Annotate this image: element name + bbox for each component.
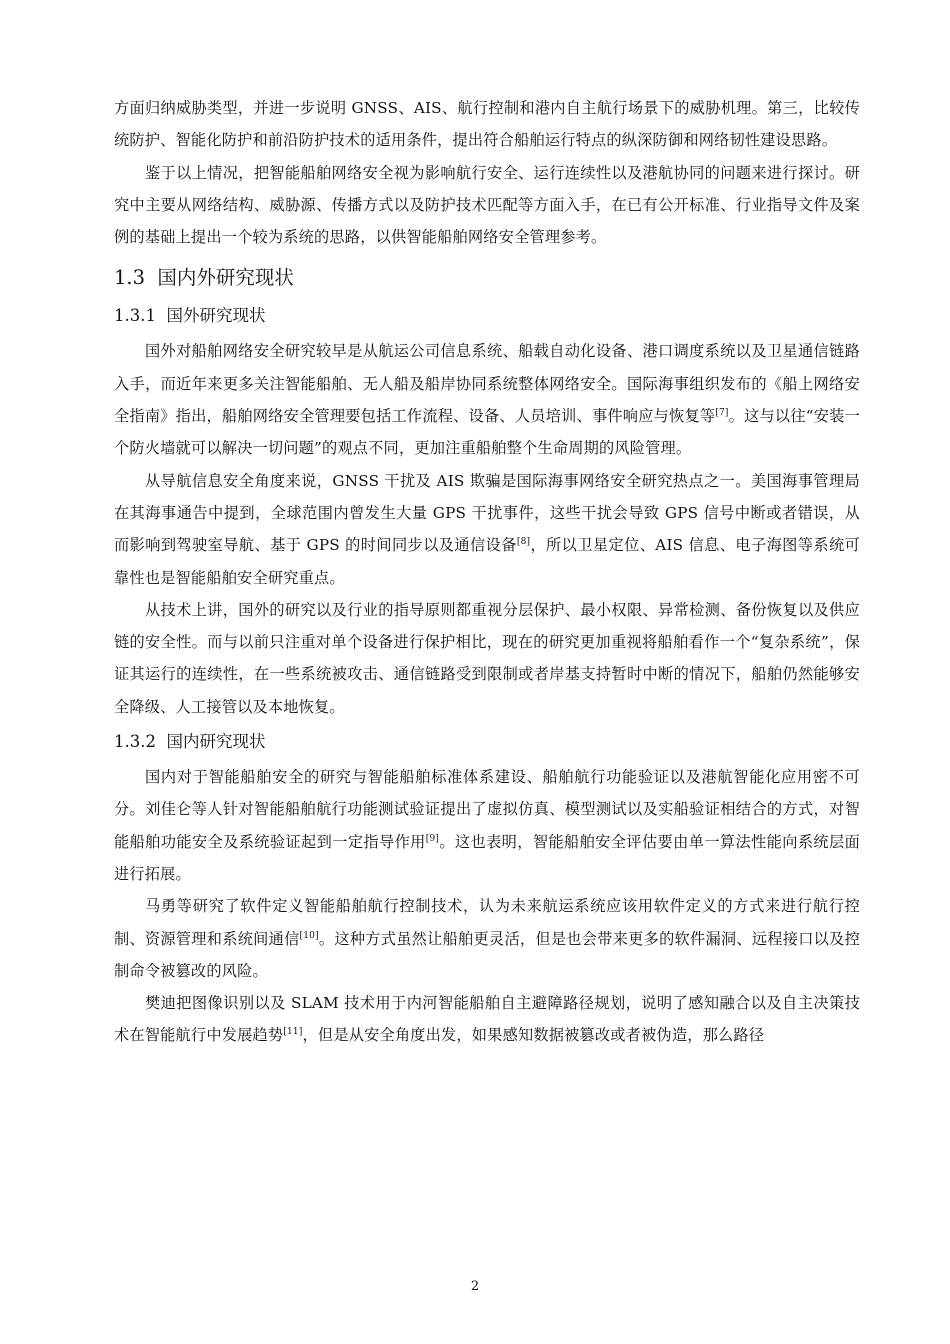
paragraph-foreign-overview xyxy=(114,335,860,464)
text-run: 樊迪把图像识别以及 SLAM 技术用于内河智能船舶自主避障路径规划，说明了感知融合以及自主决策技术在智能航行中发展趋势 xyxy=(114,994,860,1045)
text-run: 。这也表明，智能船舶安全评估要由单一算法性能向系统层面进行拓展。 xyxy=(114,832,861,883)
citation-10: [10] xyxy=(299,930,319,941)
paragraph-research-approach: 鉴于以上情况，把智能船舶网络安全视为影响航行安全、运行连续性以及港航协同的问题来进行探讨。研究中主要从网络结构、威胁源、传播方式以及防护技术匹配等方面入手，在已有公开标准、行业指导文件及案例的基础上提出一个较为系统的思路，以供智能船舶网络安全管理参考。 xyxy=(114,163,860,247)
section-number: 1.3.1 xyxy=(114,306,156,326)
section-title: 国内外研究现状 xyxy=(157,266,294,290)
text-run: 从导航信息安全角度来说，GNSS 干扰及 AIS 欺骗是国际海事网络安全研究热点之一。美国海事管理局在其海事通告中提到，全球范围内曾发生大量 GPS 干扰事件，这些干扰会导致 GPS 信号中断或者错误，从而影响到驾驶室导航、基于 GPS 的时间同步以及通信设备 xyxy=(114,471,860,555)
paragraph-navigation-security xyxy=(114,465,860,594)
section-number: 1.3 xyxy=(114,266,146,290)
page-content xyxy=(114,92,860,1052)
citation-9: [9] xyxy=(425,833,440,844)
section-title: 国外研究现状 xyxy=(166,306,266,326)
section-heading-1-3-2 xyxy=(114,727,860,757)
section-heading-1-3-1 xyxy=(114,301,860,331)
page-number: 2 xyxy=(470,1279,480,1294)
text-run: 国内对于智能船舶安全的研究与智能船舶标准体系建设、船舶航行功能验证以及港航智能化应用密不可分。刘佳仑等人针对智能船舶航行功能测试验证提出了虚拟仿真、模型测试以及实船验证相结合的方式，对智能船舶功能安全及系统验证起到一定指导作用 xyxy=(114,768,860,851)
section-heading-1-3 xyxy=(114,261,860,295)
text-run: 马勇等研究了软件定义智能船舶航行控制技术，认为未来航运系统应该用软件定义的方式来进行航行控制、资源管理和系统间通信 xyxy=(114,897,860,948)
citation-11: [11] xyxy=(283,1027,303,1038)
text-run: 。这种方式虽然让船舶更灵活，但是也会带来更多的软件漏洞、远程接口以及控制命令被篡改的风险。 xyxy=(114,929,860,980)
section-title: 国内研究现状 xyxy=(166,732,266,752)
text-run: 。这与以往“安装一个防火墙就可以解决一切问题”的观点不同，更加注重船舶整个生命周期的风险管理。 xyxy=(114,407,860,458)
paragraph-slam-obstacle xyxy=(114,987,860,1052)
citation-8: [8] xyxy=(516,537,531,548)
paragraph-software-defined xyxy=(114,890,860,987)
citation-7: [7] xyxy=(715,408,729,419)
paragraph-threat-types: 方面归纳威胁类型，并进一步说明 GNSS、AIS、航行控制和港内自主航行场景下的威胁机理。第三，比较传统防护、智能化防护和前沿防护技术的适用条件，提出符合船舶运行特点的纵深防御和网络韧性建设思路。 xyxy=(114,99,860,150)
text-run: ，但是从安全角度出发，如果感知数据被篡改或者被伪造，那么路径 xyxy=(302,1026,765,1045)
paragraph-domestic-overview xyxy=(114,761,860,890)
text-run: ，所以卫星定位、AIS 信息、电子海图等系统可靠性也是智能船舶安全研究重点。 xyxy=(114,536,860,587)
text-run: 国外对船舶网络安全研究较早是从航运公司信息系统、船载自动化设备、港口调度系统以及卫星通信链路入手，而近年来更多关注智能船舶、无人船及船岸协同系统整体网络安全。国际海事组织发布的《船上网络安全指南》指出，船舶网络安全管理要包括工作流程、设备、人员培训、事件响应与恢复等 xyxy=(114,342,860,426)
section-number: 1.3.2 xyxy=(114,732,156,752)
paragraph-technical-principles: 从技术上讲，国外的研究以及行业的指导原则都重视分层保护、最小权限、异常检测、备份恢复以及供应链的安全性。而与以前只注重对单个设备进行保护相比，现在的研究更加重视将船舶看作一个“复杂系统”，保证其运行的连续性，在一些系统被攻击、通信链路受到限制或者岸基支持暂时中断的情况下，船舶仍然能够安全降级、人工接管以及本地恢复。 xyxy=(114,600,860,716)
